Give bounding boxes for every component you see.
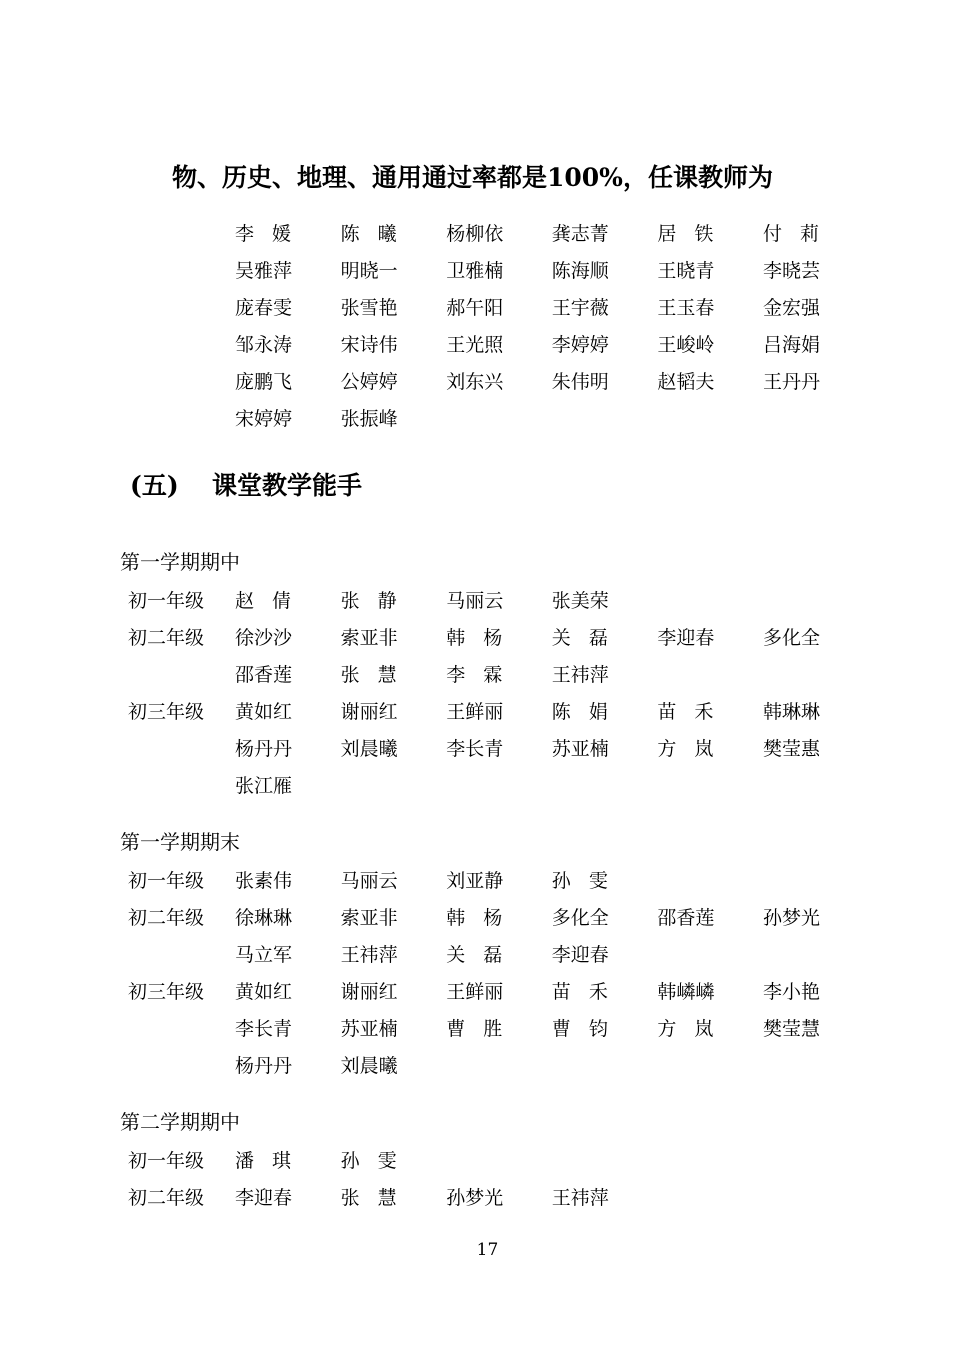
teacher-name: 邹永涛	[235, 334, 293, 356]
teacher-name: 李小艳	[762, 981, 820, 1003]
grade-label: 初二年级	[128, 627, 205, 649]
teacher-name: 孙梦光	[762, 907, 820, 929]
teacher-name: 孙梦光	[446, 1187, 504, 1209]
teacher-name: 宋诗伟	[340, 334, 398, 356]
teacher-name: 庞春雯	[235, 297, 293, 319]
teacher-name: 庞鹏飞	[235, 371, 293, 393]
teacher-name: 王丹丹	[762, 371, 820, 393]
grade-name-grid	[235, 620, 869, 694]
teacher-name: 刘东兴	[446, 371, 504, 393]
teacher-name: 付莉	[762, 223, 838, 245]
teacher-name: 苗禾	[657, 701, 732, 723]
section-number: (五)	[130, 471, 179, 500]
teacher-name: 王祎萍	[551, 664, 609, 686]
teacher-name: 索亚非	[340, 907, 398, 929]
teacher-name: 王峻岭	[657, 334, 715, 356]
teacher-name: 刘亚静	[446, 870, 504, 892]
grade-name-grid	[235, 583, 869, 620]
teacher-name: 谢丽红	[340, 981, 398, 1003]
period-title: 第一学期期中	[120, 550, 240, 574]
section-title	[130, 466, 362, 502]
teacher-name: 吕海娟	[762, 334, 820, 356]
teacher-name: 明晓一	[340, 260, 398, 282]
teacher-name: 樊莹慧	[762, 1018, 820, 1040]
grade-label: 初一年级	[128, 1150, 205, 1172]
grade-label: 初二年级	[128, 907, 205, 929]
teacher-name: 龚志菁	[551, 223, 609, 245]
grade-name-grid	[235, 1143, 869, 1180]
teacher-name: 王鲜丽	[446, 981, 504, 1003]
grade-name-grid	[235, 1180, 869, 1217]
teacher-name: 王宇薇	[551, 297, 609, 319]
teacher-name: 苗禾	[551, 981, 626, 1003]
teacher-name: 居铁	[657, 223, 732, 245]
teacher-name: 马丽云	[340, 870, 398, 892]
teacher-name: 徐沙沙	[235, 627, 293, 649]
teacher-name: 孙雯	[340, 1150, 415, 1172]
teacher-name: 吴雅萍	[235, 260, 293, 282]
teacher-name: 李霖	[446, 664, 521, 686]
teacher-name: 邵香莲	[235, 664, 293, 686]
teacher-name: 张美荣	[551, 590, 609, 612]
teacher-name: 韩琳琳	[762, 701, 820, 723]
grade-name-grid	[235, 900, 869, 974]
section-title-text: 课堂教学能手	[212, 471, 363, 500]
period-title: 第一学期期末	[120, 830, 240, 854]
teacher-name: 陈娟	[551, 701, 626, 723]
teacher-name: 韩嶙嶙	[657, 981, 715, 1003]
teacher-name: 苏亚楠	[551, 738, 609, 760]
teacher-name: 韩杨	[446, 627, 521, 649]
grade-label: 初三年级	[128, 701, 205, 723]
teacher-name: 关磊	[551, 627, 626, 649]
teacher-name: 王光照	[446, 334, 504, 356]
teacher-name: 曹胜	[446, 1018, 521, 1040]
teacher-name: 卫雅楠	[446, 260, 504, 282]
teacher-name: 孙雯	[551, 870, 626, 892]
teacher-name: 马立军	[235, 944, 293, 966]
grade-label: 初一年级	[128, 870, 205, 892]
teacher-name: 杨丹丹	[235, 738, 293, 760]
teacher-name: 马丽云	[446, 590, 504, 612]
teacher-name: 刘晨曦	[340, 1055, 398, 1077]
teacher-name: 李媛	[235, 223, 310, 245]
teacher-name: 谢丽红	[340, 701, 398, 723]
grade-label: 初二年级	[128, 1187, 205, 1209]
continued-heading: 物、历史、地理、通用通过率都是100%，任课教师为	[172, 163, 773, 192]
teacher-name: 李迎春	[657, 627, 715, 649]
teacher-name: 王鲜丽	[446, 701, 504, 723]
teacher-name: 宋婷婷	[235, 408, 293, 430]
teacher-name: 赵倩	[235, 590, 310, 612]
teacher-name: 潘琪	[235, 1150, 310, 1172]
teacher-name: 邵香莲	[657, 907, 715, 929]
teacher-name: 赵韬夫	[657, 371, 715, 393]
teacher-name: 杨丹丹	[235, 1055, 293, 1077]
teacher-name: 李长青	[446, 738, 504, 760]
teacher-name: 陈海顺	[551, 260, 609, 282]
teacher-name: 朱伟明	[551, 371, 609, 393]
teacher-name: 李晓芸	[762, 260, 820, 282]
teacher-name: 方岚	[657, 1018, 732, 1040]
teacher-name: 徐琳琳	[235, 907, 293, 929]
teacher-name: 郝午阳	[446, 297, 504, 319]
teacher-name: 曹钧	[551, 1018, 626, 1040]
teacher-name: 樊莹惠	[762, 738, 820, 760]
teacher-name: 黄如红	[235, 981, 293, 1003]
teacher-name: 方岚	[657, 738, 732, 760]
grade-label: 初一年级	[128, 590, 205, 612]
teacher-name: 王玉春	[657, 297, 715, 319]
teacher-name: 多化全	[551, 907, 609, 929]
teacher-name: 张振峰	[340, 408, 398, 430]
grade-name-grid	[235, 694, 869, 805]
teacher-name: 王祎萍	[551, 1187, 609, 1209]
teacher-name: 索亚非	[340, 627, 398, 649]
period-title: 第二学期期中	[120, 1110, 240, 1134]
teacher-name: 黄如红	[235, 701, 293, 723]
page-number: 17	[476, 1240, 499, 1260]
teacher-name: 张雪艳	[340, 297, 398, 319]
teacher-name: 关磊	[446, 944, 521, 966]
teacher-name-grid	[235, 216, 869, 438]
teacher-name: 刘晨曦	[340, 738, 398, 760]
teacher-name: 李迎春	[235, 1187, 293, 1209]
grade-name-grid	[235, 974, 869, 1085]
teacher-name: 王祎萍	[340, 944, 398, 966]
teacher-name: 杨柳依	[446, 223, 504, 245]
teacher-name: 张慧	[340, 664, 415, 686]
teacher-name: 张素伟	[235, 870, 293, 892]
grade-name-grid	[235, 863, 869, 900]
teacher-name: 陈曦	[340, 223, 415, 245]
teacher-name: 张江雁	[235, 775, 293, 797]
teacher-name: 王晓青	[657, 260, 715, 282]
teacher-name: 张静	[340, 590, 415, 612]
teacher-name: 公婷婷	[340, 371, 398, 393]
teacher-name: 李婷婷	[551, 334, 609, 356]
teacher-name: 苏亚楠	[340, 1018, 398, 1040]
teacher-name: 李长青	[235, 1018, 293, 1040]
grade-label: 初三年级	[128, 981, 205, 1003]
teacher-name: 张慧	[340, 1187, 415, 1209]
teacher-name: 李迎春	[551, 944, 609, 966]
teacher-name: 多化全	[762, 627, 820, 649]
teacher-name: 金宏强	[762, 297, 820, 319]
teacher-name: 韩杨	[446, 907, 521, 929]
